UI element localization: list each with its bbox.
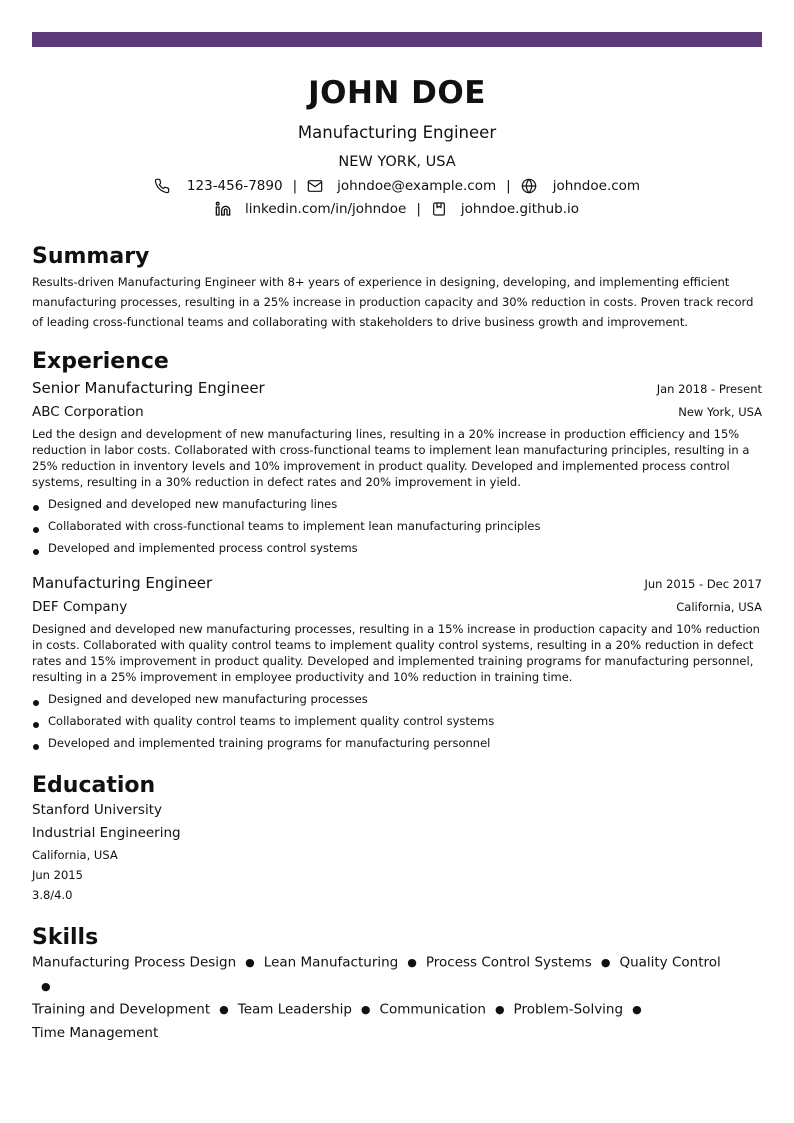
skill-item: Team Leadership — [237, 1001, 352, 1018]
bullet-separator: ● — [407, 956, 417, 969]
linkedin-icon — [215, 201, 231, 217]
list-item: Collaborated with quality control teams to implement quality control systems — [32, 710, 762, 732]
linkedin-link[interactable]: linkedin.com/in/johndoe — [244, 200, 407, 217]
job-description: Designed and developed new manufacturing processes, resulting in a 15% increase in production capacity and 10% reduction in costs. Collaborated with quality control teams to implement quality control systems, resulting in a 20% reduction in defect rates and 15% improvement in product quality. Developed and implemented training programs for manufacturing personnel, resulting in a 25% improvement in employee productivity and 10% reduction in training time. — [32, 622, 760, 684]
skill-item: Time Management — [32, 1024, 159, 1041]
bullet-separator: ● — [41, 979, 51, 993]
contact-row-1 — [32, 174, 762, 197]
skills-row — [32, 998, 732, 1045]
graduation-date: Jun 2015 — [32, 868, 83, 882]
job-entry — [32, 377, 762, 559]
email-link[interactable]: johndoe@example.com — [337, 177, 497, 194]
list-item: Developed and implemented process control systems — [32, 537, 762, 559]
bullet-separator: ● — [360, 1003, 371, 1016]
job-bullets — [32, 493, 762, 559]
bullet-separator: ● — [219, 1003, 229, 1016]
job-dates: Jun 2015 - Dec 2017 — [644, 577, 762, 591]
skill-item: Quality Control — [619, 954, 721, 971]
separator: | — [506, 177, 511, 194]
skill-item: Training and Development — [32, 1001, 211, 1018]
phone-icon — [154, 178, 170, 194]
school-name: Stanford University — [32, 802, 162, 818]
phone-text[interactable]: 123-456-7890 — [186, 177, 283, 194]
job-location: California, USA — [676, 600, 762, 614]
github-link[interactable]: johndoe.github.io — [460, 200, 580, 217]
skill-item: Process Control Systems — [425, 954, 592, 971]
separator: | — [416, 200, 421, 217]
list-item: Designed and developed new manufacturing processes — [32, 688, 762, 710]
job-location: New York, USA — [678, 405, 762, 419]
skill-item: Lean Manufacturing — [263, 954, 399, 971]
list-item: Collaborated with cross-functional teams to implement lean manufacturing principles — [32, 515, 762, 537]
summary-heading: Summary — [32, 244, 150, 269]
job-title: Manufacturing Engineer — [32, 574, 213, 592]
skills-row — [32, 951, 732, 998]
resume-page — [32, 32, 762, 1045]
education-heading: Education — [32, 773, 156, 798]
bullet-separator: ● — [245, 956, 255, 969]
company-name: DEF Company — [32, 599, 128, 615]
mail-icon — [307, 178, 323, 194]
list-item: Developed and implemented training programs for manufacturing personnel — [32, 732, 762, 754]
bullet-separator: ● — [494, 1003, 505, 1016]
skills-heading: Skills — [32, 925, 99, 950]
contact-row-2 — [32, 197, 762, 220]
candidate-title: Manufacturing Engineer — [297, 123, 497, 142]
skills-list — [32, 951, 732, 1045]
skill-item: Communication — [379, 1001, 486, 1018]
candidate-name: JOHN DOE — [308, 75, 486, 111]
job-description: Led the design and development of new manufacturing lines, resulting in a 20% increase in production efficiency and 15% reduction in labor costs. Collaborated with cross-functional teams to implement lean manufacturing principles, resulting in a 25% reduction in inventory levels and 10% improvement in product quality. Developed and implemented process control systems, resulting in a 30% reduction in defect rates and 20% improvement in yield. — [32, 427, 750, 489]
bullet-separator: ● — [632, 1003, 642, 1016]
globe-icon — [521, 178, 537, 194]
separator: | — [292, 177, 298, 194]
job-entry — [32, 572, 762, 754]
skill-item: Manufacturing Process Design — [32, 954, 237, 971]
website-link[interactable]: johndoe.com — [552, 177, 641, 194]
job-title: Senior Manufacturing Engineer — [32, 379, 265, 397]
job-dates: Jan 2018 - Present — [656, 382, 762, 396]
experience-heading: Experience — [32, 349, 169, 374]
bookmark-icon — [431, 201, 447, 217]
job-bullets — [32, 688, 762, 754]
candidate-location: NEW YORK, USA — [338, 154, 456, 170]
bullet-separator: ● — [600, 956, 611, 969]
summary-text: Results-driven Manufacturing Engineer with 8+ years of experience in designing, developing, and implementing efficient manufacturing processes, resulting in a 25% increase in production capacity and 30% reduction in costs. Proven track record of leading cross-functional teams and collaborating with stakeholders to drive business growth and improvement. — [32, 275, 754, 329]
degree-name: Industrial Engineering — [32, 825, 181, 841]
company-name: ABC Corporation — [32, 404, 144, 420]
list-item: Designed and developed new manufacturing lines — [32, 493, 762, 515]
gpa: 3.8/4.0 — [32, 888, 73, 902]
school-location: California, USA — [32, 848, 118, 862]
accent-bar — [32, 32, 762, 47]
skill-item: Problem-Solving — [513, 1001, 624, 1018]
